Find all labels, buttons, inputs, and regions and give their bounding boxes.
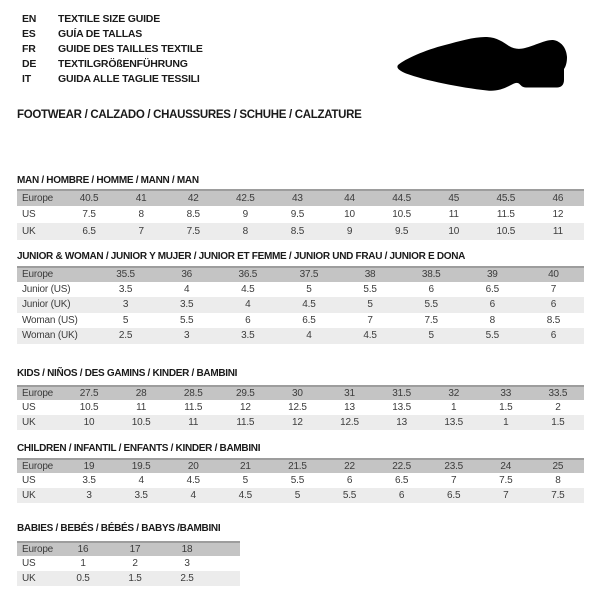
size-value: 7 (138, 226, 144, 237)
row-label: Europe (22, 193, 54, 204)
size-value: 13.5 (392, 402, 411, 413)
size-value: 6 (398, 490, 405, 501)
size-value: 30 (292, 388, 303, 399)
size-value: 10.5 (496, 226, 516, 237)
table-title: KIDS / NIÑOS / DES GAMINS / KINDER / BAMBINI (17, 368, 238, 379)
size-value: 24 (500, 461, 512, 472)
size-value: 39 (486, 269, 498, 281)
size-value: 4 (138, 475, 144, 486)
size-value: 2 (132, 558, 138, 569)
row-label: Junior (US) (22, 283, 71, 295)
size-table-section-children (17, 443, 584, 501)
size-value: 31.5 (392, 388, 411, 399)
size-value: 7.5 (186, 226, 200, 237)
size-value: 11.5 (236, 417, 255, 428)
size-value: 40 (548, 269, 559, 281)
size-table-header-row (17, 541, 240, 556)
size-table (17, 458, 584, 503)
size-value: 4 (306, 330, 312, 342)
row-label: Europe (22, 388, 54, 399)
language-row-en (22, 12, 203, 27)
size-value: 38.5 (421, 269, 441, 281)
size-value: 25 (552, 461, 564, 472)
size-value: 12 (239, 402, 251, 413)
size-value: 46 (552, 193, 564, 204)
size-value: 4.5 (363, 330, 377, 342)
size-value: 8 (555, 475, 561, 486)
row-label: US (22, 402, 36, 413)
size-value: 35.5 (116, 269, 135, 281)
language-row-de (22, 57, 203, 72)
size-value: 5.5 (363, 283, 377, 295)
row-label: UK (22, 573, 36, 584)
size-value: 33 (500, 388, 512, 399)
size-value: 1.5 (499, 402, 513, 413)
size-value: 20 (187, 461, 199, 472)
size-value: 13.5 (444, 417, 464, 428)
row-label: US (22, 475, 36, 486)
size-value: 45.5 (496, 193, 516, 204)
size-value: 22 (344, 461, 355, 472)
size-value: 5 (294, 490, 301, 501)
size-table-row (17, 488, 584, 503)
size-table-row (17, 556, 240, 571)
size-value: 10 (83, 417, 95, 428)
size-value: 4 (184, 283, 190, 295)
size-value: 28 (135, 388, 147, 399)
size-value: 28.5 (183, 388, 203, 399)
language-code: IT (22, 73, 31, 85)
row-label: Woman (US) (22, 314, 78, 326)
size-value: 5 (306, 283, 312, 295)
size-value: 12 (552, 209, 564, 220)
size-value: 6 (550, 330, 557, 342)
size-value: 3 (184, 330, 190, 342)
size-value: 1 (503, 417, 509, 428)
row-label: Woman (UK) (22, 330, 78, 342)
size-value: 11.5 (496, 209, 515, 220)
size-value: 23.5 (444, 461, 464, 472)
size-value: 7 (451, 475, 457, 486)
size-value: 5 (367, 299, 373, 311)
size-table-row (17, 571, 240, 586)
table-title: CHILDREN / INFANTIL / ENFANTS / KINDER / BAMBINI (17, 443, 261, 454)
size-value: 1 (80, 558, 86, 569)
size-value: 10.5 (79, 402, 99, 413)
size-value: 3 (184, 558, 190, 569)
size-value: 6.5 (447, 490, 461, 501)
row-label: Europe (22, 269, 54, 281)
size-value: 9 (242, 209, 249, 220)
size-value: 41 (135, 193, 147, 204)
size-value: 13 (396, 417, 407, 428)
size-value: 8.5 (186, 209, 200, 220)
size-table (17, 541, 240, 586)
language-title: GUÍA DE TALLAS (58, 28, 143, 40)
size-value: 12 (292, 417, 303, 428)
size-value: 2 (555, 402, 561, 413)
size-value: 36.5 (238, 269, 258, 281)
size-value: 7.5 (551, 490, 565, 501)
size-value: 3 (122, 299, 129, 311)
size-table (17, 385, 584, 430)
size-value: 3.5 (82, 475, 96, 486)
size-table-row (17, 223, 584, 240)
size-value: 44.5 (392, 193, 411, 204)
size-value: 0.5 (76, 573, 90, 584)
shoe-icon (395, 34, 573, 94)
size-value: 2.5 (118, 330, 133, 342)
size-value: 33.5 (548, 388, 568, 399)
language-title-block (22, 12, 203, 87)
size-value: 22.5 (392, 461, 411, 472)
size-value: 4.5 (238, 490, 252, 501)
size-value: 3.5 (180, 299, 194, 311)
size-value: 6.5 (485, 283, 499, 295)
size-value: 3.5 (241, 330, 255, 342)
size-value: 5 (242, 475, 249, 486)
size-value: 10.5 (392, 209, 411, 220)
size-value: 8 (242, 226, 249, 237)
size-table (17, 189, 584, 240)
size-value: 13 (344, 402, 355, 413)
size-value: 11.5 (184, 402, 203, 413)
category-heading: FOOTWEAR / CALZADO / CHAUSSURES / SCHUHE / CALZATURE (17, 109, 362, 121)
size-value: 4 (245, 299, 251, 311)
size-value: 6 (489, 299, 495, 311)
size-value: 19 (83, 461, 95, 472)
size-value: 11 (188, 417, 199, 428)
language-row-es (22, 27, 203, 42)
size-value: 19.5 (131, 461, 151, 472)
size-value: 10.5 (131, 417, 151, 428)
size-value: 6.5 (82, 226, 96, 237)
size-value: 37.5 (299, 269, 319, 281)
row-label: Europe (22, 461, 54, 472)
size-table-row (17, 400, 584, 415)
size-value: 27.5 (79, 388, 99, 399)
size-value: 11 (552, 226, 563, 237)
size-table-header-row (17, 385, 584, 400)
size-value: 7 (503, 490, 509, 501)
size-value: 42.5 (235, 193, 255, 204)
size-value: 6.5 (302, 314, 316, 326)
size-value: 6 (550, 299, 557, 311)
size-value: 10 (344, 209, 355, 220)
size-table (17, 266, 584, 344)
size-value: 6 (245, 314, 251, 326)
size-value: 6 (346, 475, 353, 486)
table-title: BABIES / BEBÉS / BÉBÉS / BABYS /BAMBINI (17, 523, 221, 534)
size-value: 4.5 (186, 475, 200, 486)
size-value: 6.5 (394, 475, 409, 486)
size-value: 9.5 (394, 226, 409, 237)
size-value: 9.5 (290, 209, 305, 220)
size-value: 6 (428, 283, 434, 295)
row-label: UK (22, 490, 36, 501)
size-value: 4.5 (302, 299, 316, 311)
size-value: 11 (136, 402, 147, 413)
size-table-section-junior-woman (17, 251, 584, 342)
language-code: FR (22, 43, 36, 55)
size-value: 5 (122, 314, 129, 326)
language-title: TEXTILE SIZE GUIDE (58, 13, 160, 25)
size-table-row (17, 297, 584, 313)
size-table-row (17, 282, 584, 298)
size-value: 4.5 (241, 283, 255, 295)
size-value: 5.5 (342, 490, 357, 501)
language-row-it (22, 72, 203, 87)
size-value: 7.5 (82, 209, 96, 220)
size-table-row (17, 313, 584, 329)
size-table-row (17, 206, 584, 223)
size-table-section-man (17, 175, 584, 237)
row-label: UK (22, 226, 36, 237)
size-value: 31 (344, 388, 355, 399)
size-value: 17 (129, 544, 141, 555)
size-value: 8 (138, 209, 144, 220)
size-value: 12.5 (340, 417, 359, 428)
size-value: 21.5 (288, 461, 307, 472)
language-code: DE (22, 58, 37, 70)
size-value: 3.5 (118, 283, 133, 295)
size-table-header-row (17, 458, 584, 473)
language-row-fr (22, 42, 203, 57)
language-title: GUIDA ALLE TAGLIE TESSILI (58, 73, 200, 85)
row-label: US (22, 558, 36, 569)
size-value: 8.5 (290, 226, 305, 237)
table-title: MAN / HOMBRE / HOMME / MANN / MAN (17, 175, 199, 186)
size-value: 16 (77, 544, 89, 555)
size-table-section-babies (17, 523, 240, 584)
size-value: 40.5 (79, 193, 99, 204)
language-title: GUIDE DES TAILLES TEXTILE (58, 43, 203, 55)
size-value: 18 (181, 544, 193, 555)
language-title: TEXTILGRÖßENFÜHRUNG (58, 58, 188, 70)
row-label: Junior (UK) (22, 299, 71, 311)
size-value: 3 (86, 490, 92, 501)
size-value: 5 (428, 330, 434, 342)
size-value: 1 (451, 402, 457, 413)
size-value: 10 (448, 226, 460, 237)
table-title: JUNIOR & WOMAN / JUNIOR Y MUJER / JUNIOR ET FEMME / JUNIOR UND FRAU / JUNIOR E DONA (17, 251, 466, 262)
size-table-section-kids (17, 368, 584, 428)
size-value: 1.5 (551, 417, 565, 428)
size-value: 3.5 (134, 490, 148, 501)
size-value: 38 (364, 269, 376, 281)
size-value: 29.5 (235, 388, 255, 399)
size-value: 43 (292, 193, 303, 204)
size-value: 2.5 (180, 573, 194, 584)
size-value: 5.5 (485, 330, 499, 342)
size-table-header-row (17, 266, 584, 282)
size-value: 5.5 (424, 299, 438, 311)
size-table-row (17, 473, 584, 488)
size-value: 8.5 (546, 314, 561, 326)
size-value: 7 (550, 283, 557, 295)
size-value: 7.5 (499, 475, 513, 486)
language-code: ES (22, 28, 36, 40)
size-value: 9 (346, 226, 353, 237)
size-value: 8 (489, 314, 495, 326)
size-value: 7.5 (424, 314, 438, 326)
size-value: 21 (239, 461, 251, 472)
size-value: 42 (187, 193, 199, 204)
size-value: 7 (367, 314, 373, 326)
size-value: 12.5 (288, 402, 307, 413)
size-table-header-row (17, 189, 584, 206)
size-value: 36 (181, 269, 193, 281)
size-value: 5.5 (180, 314, 194, 326)
size-value: 5.5 (290, 475, 305, 486)
size-value: 1.5 (128, 573, 142, 584)
size-value: 11 (448, 209, 459, 220)
size-table-row (17, 328, 584, 344)
size-table-row (17, 415, 584, 430)
row-label: UK (22, 417, 36, 428)
size-value: 44 (344, 193, 355, 204)
size-value: 32 (448, 388, 460, 399)
size-value: 45 (448, 193, 460, 204)
row-label: US (22, 209, 36, 220)
language-code: EN (22, 13, 37, 25)
row-label: Europe (22, 544, 54, 555)
size-value: 4 (190, 490, 196, 501)
